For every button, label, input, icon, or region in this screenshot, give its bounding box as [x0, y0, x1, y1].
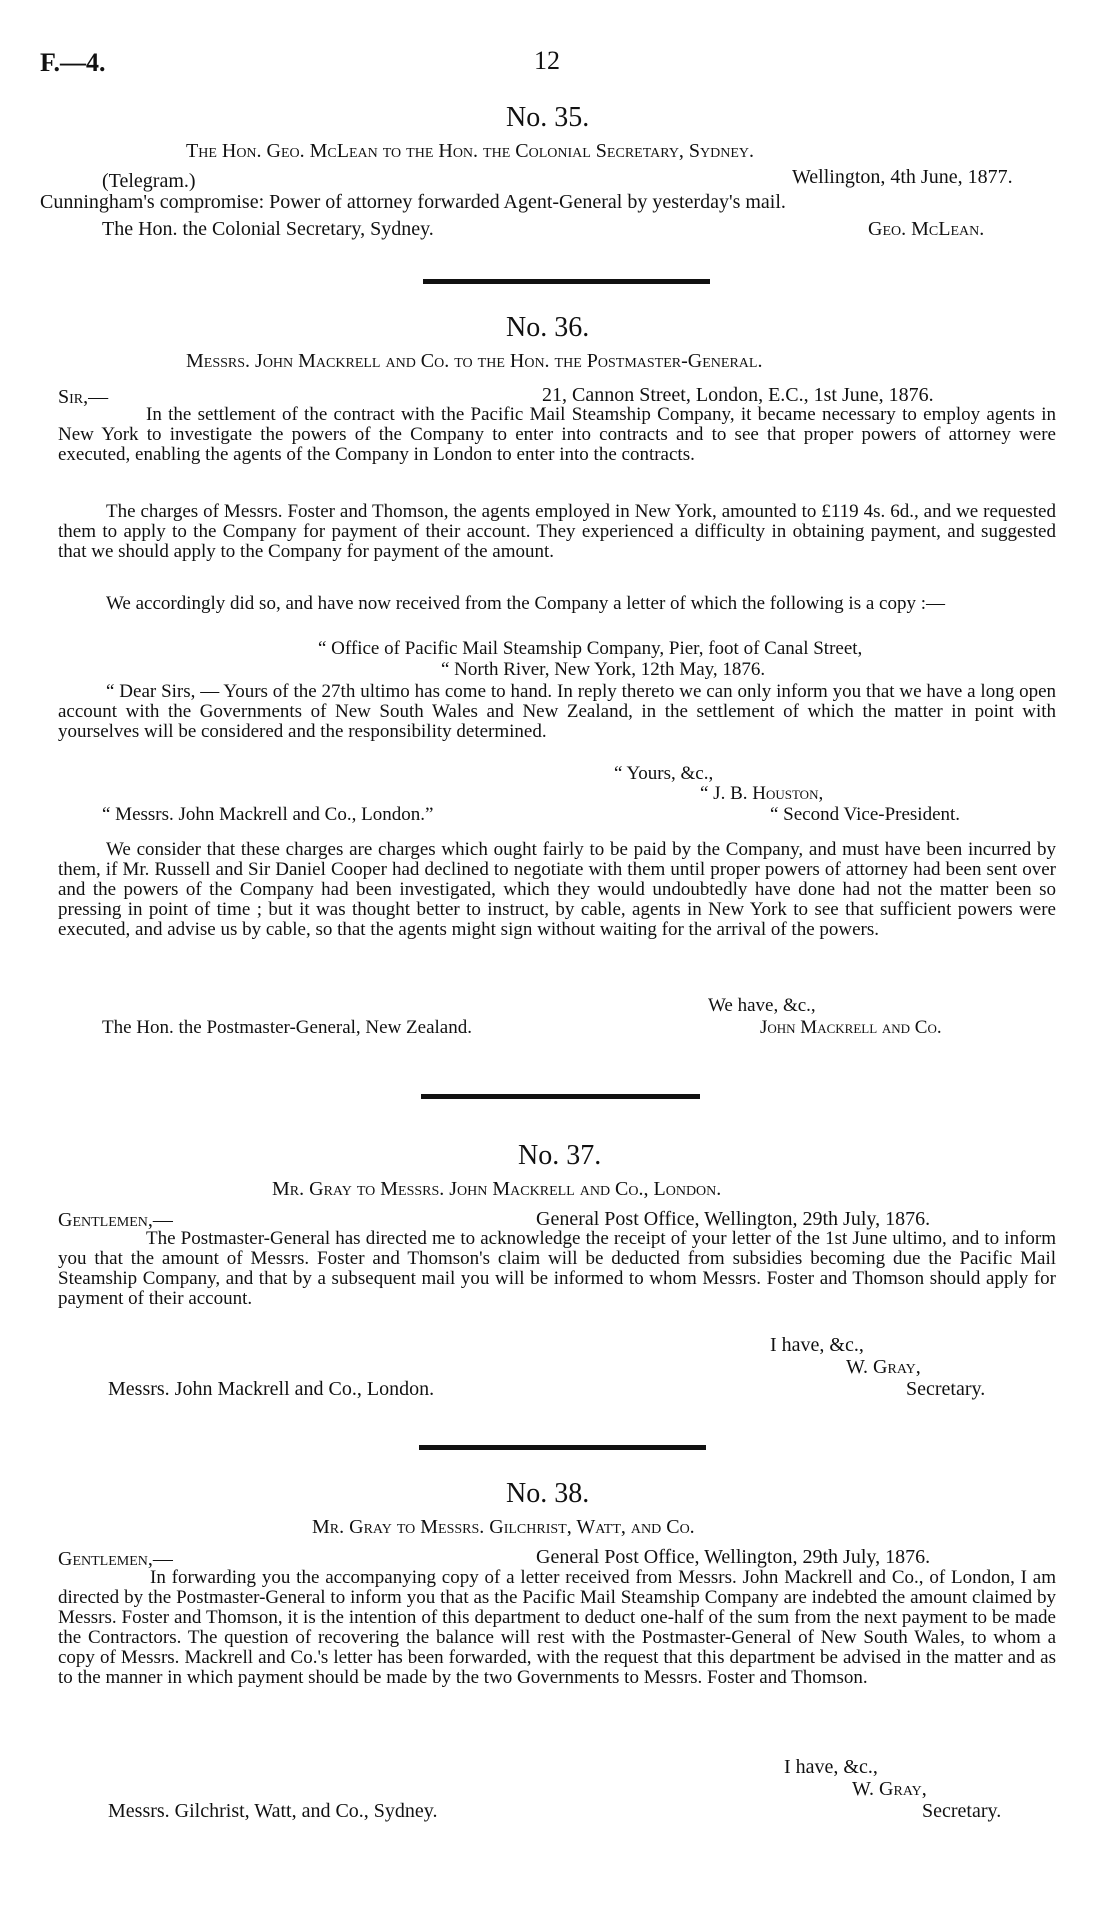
doc-36-signature: John Mackrell and Co.	[760, 1017, 942, 1038]
doc-36-paragraph-3: We accordingly did so, and have now received from the Company a letter of which the following is a copy :—	[106, 593, 945, 614]
doc-37-title: Mr. Gray to Messrs. John Mackrell and Co., London.	[272, 1178, 722, 1200]
doc-38-place-date: General Post Office, Wellington, 29th July, 1876.	[536, 1546, 931, 1568]
doc-35-signature: Geo. McLean.	[868, 218, 985, 240]
doc-37-salutation: Gentlemen,—	[58, 1209, 173, 1231]
page-number: 12	[534, 46, 560, 75]
document-reference: F.—4.	[40, 48, 106, 77]
doc-37-signer-title: Secretary.	[906, 1378, 986, 1400]
doc-36-place-date: 21, Cannon Street, London, E.C., 1st June, 1876.	[542, 384, 934, 406]
doc-36-quote-office: “ Office of Pacific Mail Steamship Company, Pier, foot of Canal Street,	[318, 638, 863, 659]
section-divider	[421, 1094, 700, 1099]
doc-37-number: No. 37.	[518, 1140, 602, 1171]
doc-38-number: No. 38.	[506, 1478, 590, 1509]
doc-36-paragraph-1: In the settlement of the contract with the Pacific Mail Steamship Company, it became necessary to employ agents in New York to investigate the powers of the Company to enter into contracts and to see that proper powers of attorney were executed, enabling the agents of the Company in London to enter into the contracts.	[58, 404, 1056, 466]
doc-35-title: The Hon. Geo. McLean to the Hon. the Colonial Secretary, Sydney.	[186, 140, 755, 162]
doc-37-addressee: Messrs. John Mackrell and Co., London.	[108, 1378, 435, 1400]
doc-36-paragraph-4: We consider that these charges are charges which ought fairly to be paid by the Company, and must have been incurred by them, if Mr. Russell and Sir Daniel Cooper had declined to negotiate with them until proper powers of attorney had been sent over and the powers of the Company had been investigated, which they would undoubtedly have done had not the matter been so pressing in point of time ; but it was thought better to instruct, by cable, agents in New York to see that sufficient powers were executed, and advise us by cable, so that the agents might sign without waiting for the arrival of the powers.	[58, 839, 1056, 941]
doc-38-salutation: Gentlemen,—	[58, 1548, 173, 1570]
doc-35-place-date: Wellington, 4th June, 1877.	[792, 166, 1013, 188]
doc-38-signer-title: Secretary.	[922, 1800, 1002, 1822]
doc-38-paragraph-1: In forwarding you the accompanying copy of a letter received from Messrs. John Mackrell and Co., of London, I am directed by the Postmaster-General to inform you that as the Pacific Mail Steamship Company are indebted the amount claimed by Messrs. Foster and Thomson, it is the intention of this department to deduct one-half of the sum from the next payment to be made the Contractors. The question of recovering the balance will rest with the Postmaster-General of New South Wales, to whom a copy of Messrs. Mackrell and Co.'s letter has been forwarded, with the request that this department be advised in the matter and as to the manner in which payment should be made by the two Governments to Messrs. Foster and Thomson.	[58, 1567, 1056, 1689]
doc-37-paragraph-1: The Postmaster-General has directed me to acknowledge the receipt of your letter of the 1st June ultimo, and to inform you that the amount of Messrs. Foster and Thomson's claim will be deducted from subsidies becoming due the Pacific Mail Steamship Company, and that by a subsequent mail you will be informed to whom Messrs. Foster and Thomson should apply for payment of their account.	[58, 1228, 1056, 1310]
doc-37-signature: W. Gray,	[846, 1356, 921, 1378]
doc-35-number: No. 35.	[506, 102, 590, 133]
doc-37-place-date: General Post Office, Wellington, 29th July, 1876.	[536, 1208, 931, 1230]
section-divider	[423, 279, 710, 284]
doc-37-close: I have, &c.,	[770, 1334, 864, 1356]
doc-36-paragraph-2: The charges of Messrs. Foster and Thomson, the agents employed in New York, amounted to £119 4s. 6d., and we requested them to apply to the Company for payment of their account. They experienced a difficulty in obtaining payment, and suggested that we should apply to the Company for payment of the amount.	[58, 501, 1056, 563]
section-divider	[419, 1445, 706, 1450]
doc-38-close: I have, &c.,	[784, 1756, 878, 1778]
doc-35-telegram-label: (Telegram.)	[102, 170, 196, 192]
doc-38-signature: W. Gray,	[852, 1778, 927, 1800]
doc-38-title: Mr. Gray to Messrs. Gilchrist, Watt, and Co.	[312, 1516, 695, 1538]
doc-36-close: We have, &c.,	[708, 995, 816, 1016]
doc-36-title: Messrs. John Mackrell and Co. to the Hon. the Postmaster-General.	[186, 350, 763, 372]
doc-36-quote-addressee: “ Messrs. John Mackrell and Co., London.”	[102, 804, 434, 825]
doc-36-salutation: Sir,—	[58, 386, 109, 408]
doc-36-quote-signer: “ J. B. Houston,	[700, 783, 824, 804]
doc-36-quote-body: “ Dear Sirs, — Yours of the 27th ultimo has come to hand. In reply thereto we can only inform you that we have a long open account with the Governments of New South Wales and New Zealand, in the settlement of which the matter in point with yourselves will be considered and the responsibility determined.	[58, 681, 1056, 743]
doc-36-addressee: The Hon. the Postmaster-General, New Zealand.	[102, 1017, 472, 1038]
doc-36-quote-place-date: “ North River, New York, 12th May, 1876.	[441, 659, 766, 680]
doc-35-addressee: The Hon. the Colonial Secretary, Sydney.	[102, 218, 434, 240]
doc-35-body: Cunningham's compromise: Power of attorney forwarded Agent-General by yesterday's mail.	[40, 191, 786, 213]
doc-36-number: No. 36.	[506, 312, 590, 343]
doc-38-addressee: Messrs. Gilchrist, Watt, and Co., Sydney.	[108, 1800, 438, 1822]
doc-36-quote-signer-title: “ Second Vice-President.	[770, 804, 961, 825]
doc-36-quote-close: “ Yours, &c.,	[614, 763, 714, 784]
